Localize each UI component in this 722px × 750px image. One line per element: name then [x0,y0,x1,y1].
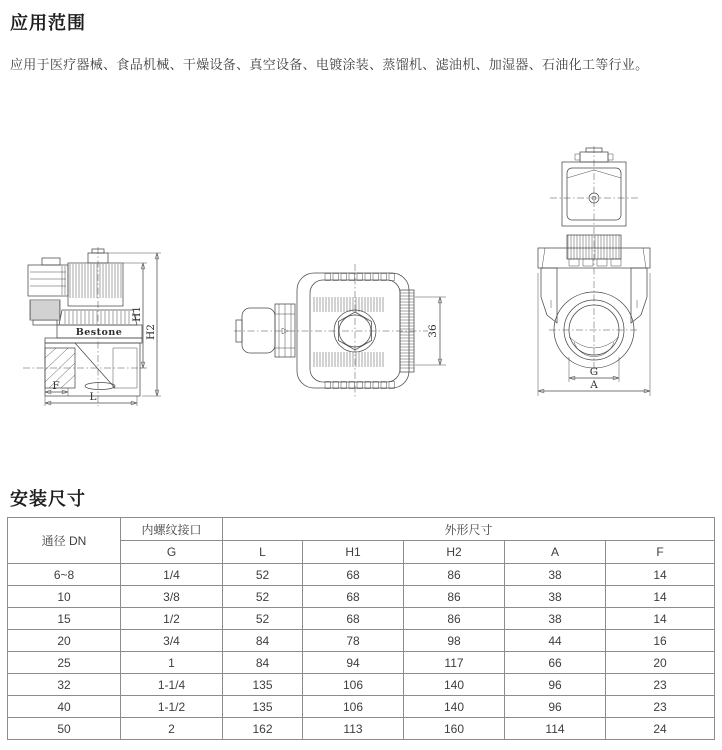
table-cell: 50 [8,718,121,740]
valve-top-view-drawing [232,252,460,410]
table-row [8,586,715,608]
body-diagonal [75,343,115,388]
table-cell: 52 [223,564,303,586]
header-g: G [121,541,223,564]
section-title-installation: 安装尺寸 [10,489,86,509]
header-dn: 通径 DN [8,518,121,564]
table-cell: 23 [606,674,715,696]
table-cell: 135 [223,696,303,718]
table-cell: 1/4 [121,564,223,586]
header-outline-group: 外形尺寸 [223,518,715,541]
table-cell: 20 [8,630,121,652]
dimension-table [7,517,715,740]
table-cell: 14 [606,608,715,630]
section-title-application: 应用范围 [10,13,86,33]
header-f: F [606,541,715,564]
plug-nubs [575,154,613,160]
table-cell: 2 [121,718,223,740]
teeth-top [325,274,395,281]
nut-ribs [568,235,619,259]
dim-label-h2: H2 [145,324,157,340]
table-row [8,718,715,740]
table-cell: 96 [505,696,606,718]
table-cell: 114 [505,718,606,740]
connector-body [242,308,275,353]
seat-ellipse [85,383,115,390]
dim-label-a: A [590,379,598,391]
table-cell: 23 [606,696,715,718]
table-header-row-groups [8,518,715,541]
table-cell: 3/4 [121,630,223,652]
table-cell: 84 [223,630,303,652]
din-connector-lines [30,266,66,295]
table-cell: 24 [606,718,715,740]
connector-collar-lines [275,304,295,357]
cable-gland-ribs [31,301,59,319]
table-cell: 52 [223,608,303,630]
application-description: 应用于医疗器械、食品机械、干燥设备、真空设备、电镀涂装、蒸馏机、滤油机、加湿器、石油化工等行业。 [10,57,649,72]
table-cell: 160 [404,718,505,740]
table-cell: 38 [505,608,606,630]
side-view-svg [15,246,175,422]
header-thread-group: 内螺纹接口 [121,518,223,541]
table-cell: 68 [303,608,404,630]
dim-label-36: 36 [427,324,439,338]
table-cell: 113 [303,718,404,740]
table-cell: 1 [121,652,223,674]
table-row [8,674,715,696]
din-connector-step [42,258,60,265]
table-cell: 44 [505,630,606,652]
front-view-svg [505,145,710,405]
table-cell: 98 [404,630,505,652]
table-cell: 6~8 [8,564,121,586]
table-cell: 16 [606,630,715,652]
table-cell: 14 [606,586,715,608]
table-cell: 140 [404,674,505,696]
table-row [8,652,715,674]
table-cell: 66 [505,652,606,674]
table-cell: 1/2 [121,608,223,630]
table-row [8,564,715,586]
wing-right [631,268,647,323]
table-cell: 10 [8,586,121,608]
dim-label-f: F [52,380,60,392]
table-cell: 68 [303,564,404,586]
table-cell: 68 [303,586,404,608]
rib-band-lines [400,293,414,368]
table-row [8,608,715,630]
table-cell: 86 [404,586,505,608]
table-cell: 38 [505,564,606,586]
table-cell: 52 [223,586,303,608]
table-cell: 84 [223,652,303,674]
table-cell: 1-1/4 [121,674,223,696]
body-flange [45,338,142,343]
dim-label-g: G [589,366,599,378]
table-cell: 106 [303,674,404,696]
table-cell: 96 [505,674,606,696]
table-cell: 86 [404,608,505,630]
table-row [8,696,715,718]
table-cell: 32 [8,674,121,696]
header-h2: H2 [404,541,505,564]
table-cell: 1-1/2 [121,696,223,718]
table-cell: 14 [606,564,715,586]
table-cell: 135 [223,674,303,696]
table-row [8,630,715,652]
table-cell: 86 [404,564,505,586]
top-view-svg [232,252,460,410]
table-cell: 117 [404,652,505,674]
gland-nut [33,320,57,325]
coil-skirt-ribs [65,311,129,324]
coil-ribs-top [314,297,383,312]
table-cell: 94 [303,652,404,674]
nut-bumps [569,259,621,266]
teeth-bottom [325,382,395,389]
yoke-outline [297,273,409,388]
valve-side-view-drawing [15,246,175,422]
valve-front-view-drawing [505,145,710,405]
dim-label-h1: H1 [131,306,143,322]
header-l: L [223,541,303,564]
dim-label-l: L [89,391,97,403]
table-cell: 15 [8,608,121,630]
table-cell: 20 [606,652,715,674]
table-cell: 140 [404,696,505,718]
coil-ribs [70,264,121,298]
table-cell: 25 [8,652,121,674]
table-cell: 40 [8,696,121,718]
header-a: A [505,541,606,564]
table-cell: 78 [303,630,404,652]
coil-ribs-bottom [314,352,383,367]
table-cell: 106 [303,696,404,718]
table-cell: 162 [223,718,303,740]
table-cell: 38 [505,586,606,608]
wing-left [541,268,557,323]
header-h1: H1 [303,541,404,564]
table-cell: 3/8 [121,586,223,608]
brand-label: Bestone [75,327,123,338]
